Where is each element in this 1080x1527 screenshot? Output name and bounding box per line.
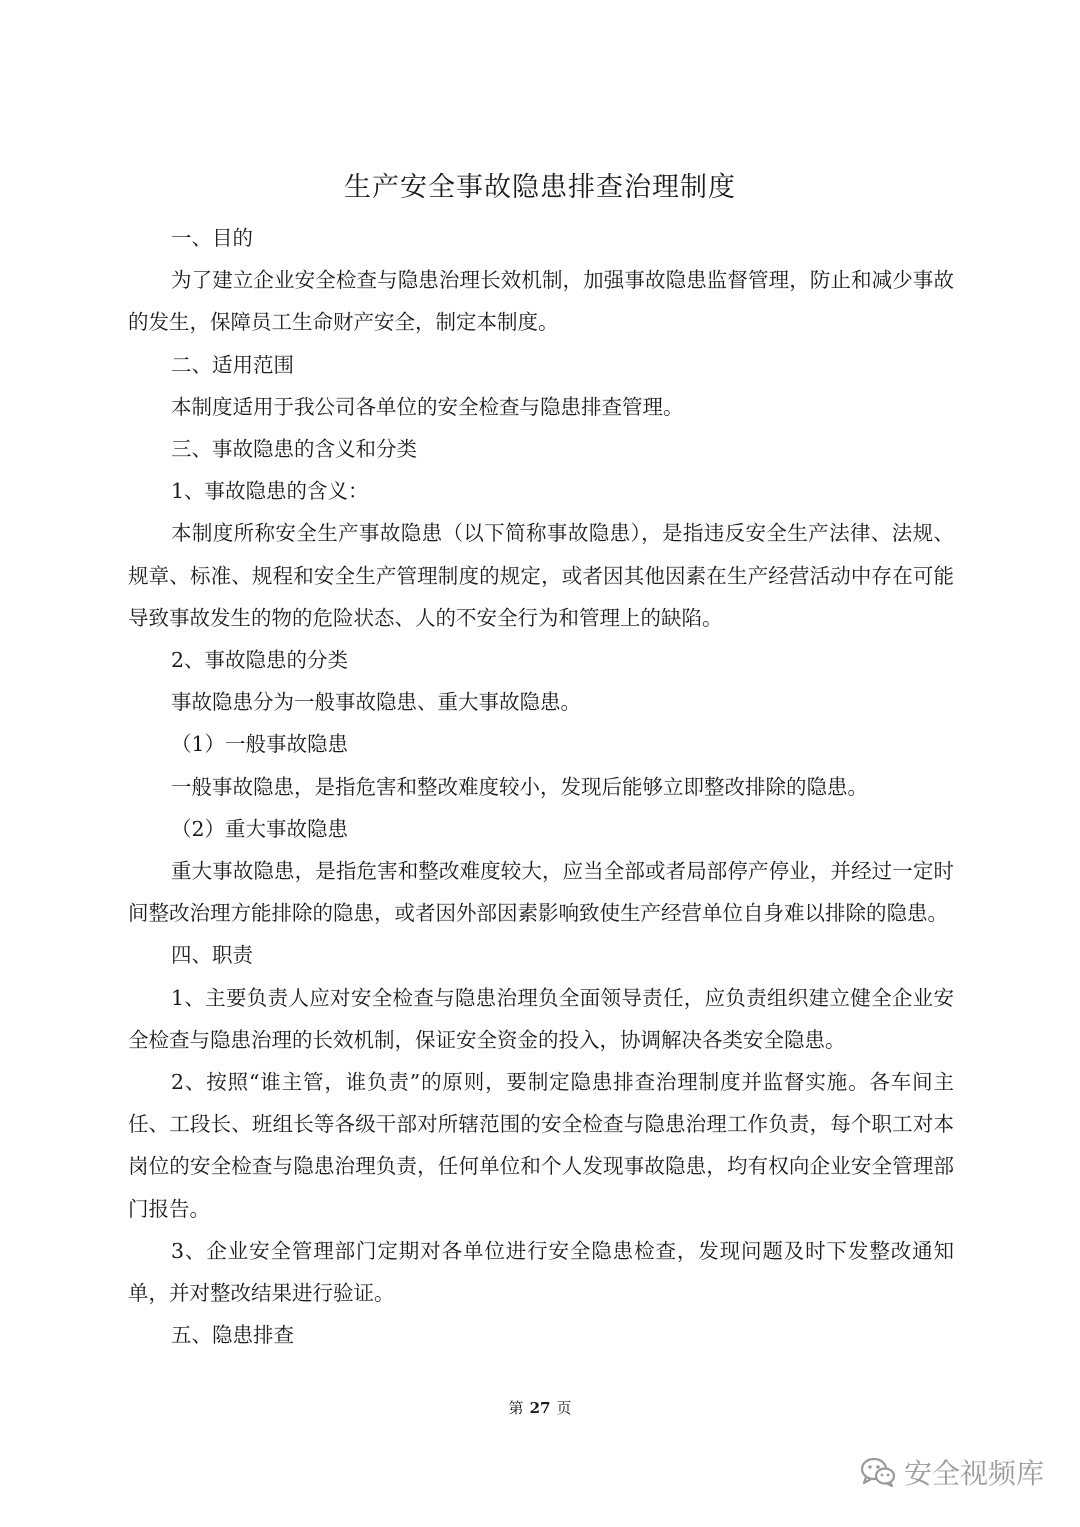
page-number: 27 xyxy=(529,1399,551,1417)
page-prefix: 第 xyxy=(508,1399,524,1417)
wechat-icon xyxy=(860,1456,896,1488)
paragraph: 本制度适用于我公司各单位的安全检查与隐患排查管理。 xyxy=(171,394,684,419)
paragraph: 一般事故隐患，是指危害和整改难度较小，发现后能够立即整改排除的隐患。 xyxy=(171,774,868,799)
paragraph: 四、职责 xyxy=(171,943,253,968)
watermark-text: 安全视频库 xyxy=(903,1457,1044,1490)
paragraph: 为了建立企业安全检查与隐患治理长效机制，加强事故隐患监督管理，防止和减少事故的发生，保障员工生命财产安全，制定本制度。 xyxy=(128,268,954,335)
paragraph: 事故隐患分为一般事故隐患、重大事故隐患。 xyxy=(171,690,581,715)
paragraph: 二、适用范围 xyxy=(171,352,294,377)
watermark xyxy=(860,1452,1044,1492)
paragraph: 五、隐患排查 xyxy=(171,1323,294,1348)
paragraph: 三、事故隐患的含义和分类 xyxy=(171,437,417,462)
paragraph: （2）重大事故隐患 xyxy=(171,816,349,841)
paragraph: （1）一般事故隐患 xyxy=(171,732,349,757)
paragraph: 1、主要负责人应对安全检查与隐患治理负全面领导责任，应负责组织建立健全企业安全检查与隐患治理的长效机制，保证安全资金的投入，协调解决各类安全隐患。 xyxy=(128,985,954,1052)
page-footer xyxy=(0,1396,1080,1420)
paragraph: 2、按照“谁主管，谁负责”的原则，要制定隐患排查治理制度并监督实施。各车间主任、工段长、班组长等各级干部对所辖范围的安全检查与隐患治理工作负责，每个职工对本岗位的安全检查与隐患治理负责，任何单位和个人发现事故隐患，均有权向企业安全管理部门报告。 xyxy=(128,1070,954,1221)
paragraph: 本制度所称安全生产事故隐患（以下简称事故隐患），是指违反安全生产法律、法规、规章、标准、规程和安全生产管理制度的规定，或者因其他因素在生产经营活动中存在可能导致事故发生的物的危险状态、人的不安全行为和管理上的缺陷。 xyxy=(128,521,954,630)
paragraph: 1、事故隐患的含义： xyxy=(171,479,369,504)
page-suffix: 页 xyxy=(556,1399,572,1417)
paragraph: 重大事故隐患，是指危害和整改难度较大，应当全部或者局部停产停业，并经过一定时间整改治理方能排除的隐患，或者因外部因素影响致使生产经营单位自身难以排除的隐患。 xyxy=(128,859,954,926)
paragraph: 一、目的 xyxy=(171,226,253,250)
document-body xyxy=(128,217,954,1356)
paragraph: 2、事故隐患的分类 xyxy=(171,648,349,673)
paragraph: 3、企业安全管理部门定期对各单位进行安全隐患检查，发现问题及时下发整改通知单，并对整改结果进行验证。 xyxy=(128,1238,954,1306)
document-title: 生产安全事故隐患排查治理制度 xyxy=(344,172,736,203)
